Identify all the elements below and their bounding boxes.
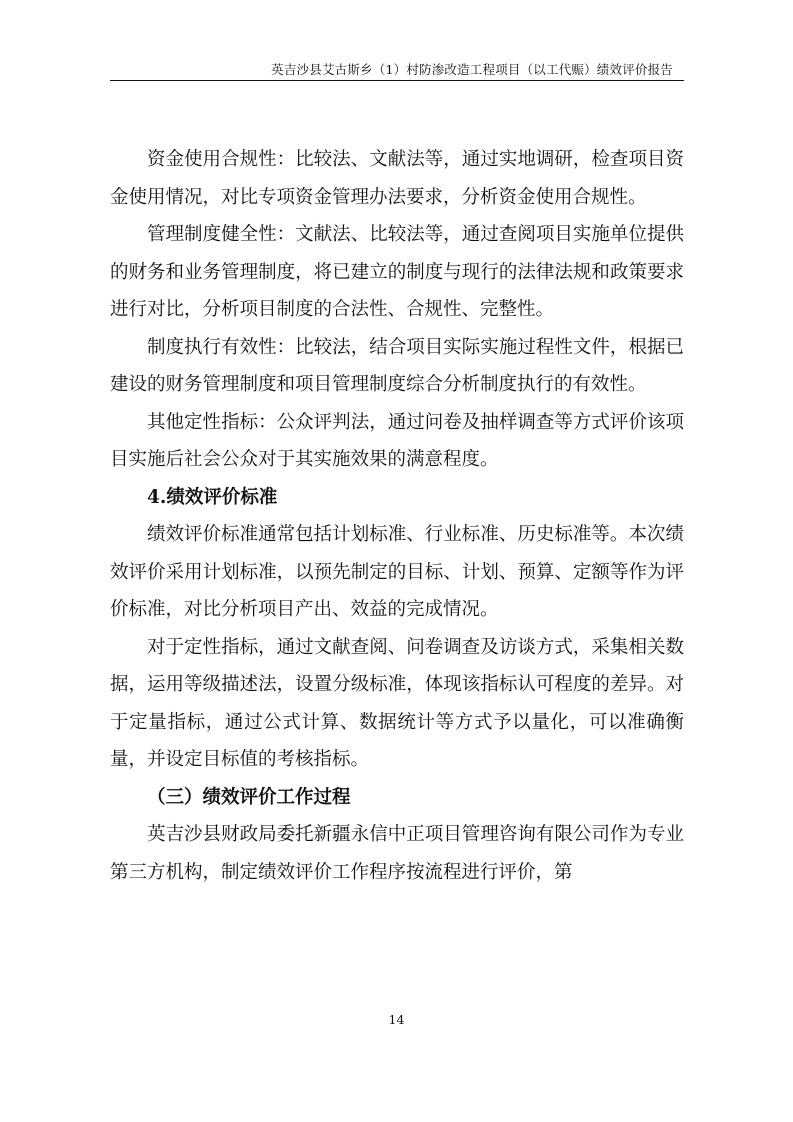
paragraph-standards-indicators: 对于定性指标，通过文献查阅、问卷调查及访谈方式，采集相关数据，运用等级描述法，设置分级标准，体现该指标认可程度的差异。对于定量指标，通过公式计算、数据统计等方式予以量化，可以准确衡量，并设定目标值的考核指标。 bbox=[110, 636, 684, 770]
paragraph-system-effectiveness: 制度执行有效性：比较法，结合项目实际实施过程性文件，根据已建设的财务管理制度和项目管理制度综合分析制度执行的有效性。 bbox=[110, 336, 684, 395]
paragraph-fund-compliance: 资金使用合规性：比较法、文献法等，通过实地调研，检查项目资金使用情况，对比专项资金管理办法要求，分析资金使用合规性。 bbox=[110, 149, 684, 208]
document-body bbox=[110, 141, 684, 891]
paragraph-other-qualitative: 其他定性指标：公众评判法，通过问卷及抽样调查等方式评价该项目实施后社会公众对于其实施效果的满意程度。 bbox=[110, 411, 684, 470]
paragraph-standards-intro: 绩效评价标准通常包括计划标准、行业标准、历史标准等。本次绩效评价采用计划标准，以预先制定的目标、计划、预算、定额等作为评价标准，对比分析项目产出、效益的完成情况。 bbox=[110, 524, 684, 620]
paragraph-system-soundness: 管理制度健全性：文献法、比较法等，通过查阅项目实施单位提供的财务和业务管理制度，将已建立的制度与现行的法律法规和政策要求进行对比，分析项目制度的合法性、合规性、完整性。 bbox=[110, 224, 684, 320]
running-header: 英吉沙县艾古斯乡（1）村防渗改造工程项目（以工代赈）绩效评价报告 bbox=[271, 62, 673, 77]
section-heading-standards: 4.绩效评价标准 bbox=[147, 486, 278, 508]
header-divider bbox=[110, 80, 684, 81]
page-number: 14 bbox=[388, 1012, 405, 1027]
section-heading-process: （三）绩效评价工作过程 bbox=[147, 786, 351, 808]
paragraph-process-intro: 英吉沙县财政局委托新疆永信中正项目管理咨询有限公司作为专业第三方机构，制定绩效评价工作程序按流程进行评价，第 bbox=[110, 824, 684, 883]
